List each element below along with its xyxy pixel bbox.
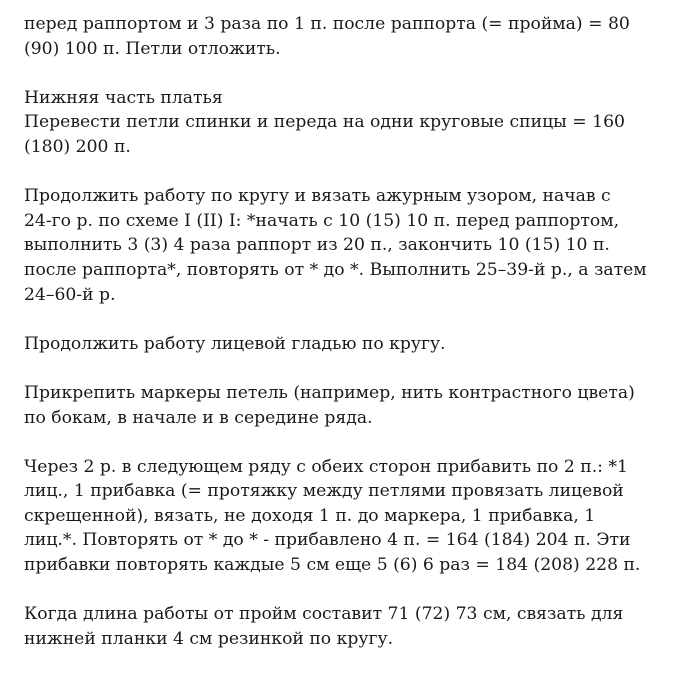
text-line: по бокам, в начале и в середине ряда. bbox=[24, 407, 373, 428]
document-page bbox=[24, 12, 674, 651]
paragraph-ribbing bbox=[24, 602, 674, 651]
text-line: (180) 200 п. bbox=[24, 136, 131, 157]
text-line: лиц.*. Повторять от * до * - прибавлено 4 п. = 164 (184) 204 п. Эти bbox=[24, 530, 631, 551]
paragraph-lower-part bbox=[24, 86, 674, 160]
text-line: нижней планки 4 см резинкой по кругу. bbox=[24, 628, 394, 649]
text-line: (90) 100 п. Петли отложить. bbox=[24, 38, 281, 59]
paragraph-increases bbox=[24, 455, 674, 578]
text-line: после раппорта*, повторять от * до *. Выполнить 25–39-й р., а затем bbox=[24, 259, 647, 280]
text-line: Когда длина работы от пройм составит 71 (72) 73 см, связать для bbox=[24, 604, 624, 625]
paragraph-armhole-end bbox=[24, 12, 674, 61]
text-line: перед раппортом и 3 раза по 1 п. после раппорта (= пройма) = 80 bbox=[24, 14, 630, 34]
text-line: Прикрепить маркеры петель (например, нить контрастного цвета) bbox=[24, 382, 635, 403]
text-line: Продолжить работу по кругу и вязать ажурным узором, начав с bbox=[24, 186, 611, 207]
text-line: Продолжить работу лицевой гладью по кругу. bbox=[24, 333, 446, 354]
text-line: Перевести петли спинки и переда на одни круговые спицы = 160 bbox=[24, 112, 625, 133]
paragraph-markers bbox=[24, 381, 674, 430]
text-line: 24-го р. по схеме I (II) I: *начать с 10 (15) 10 п. перед раппортом, bbox=[24, 210, 620, 231]
section-heading: Нижняя часть платья bbox=[24, 87, 223, 108]
text-line: выполнить 3 (3) 4 раза раппорт из 20 п., закончить 10 (15) 10 п. bbox=[24, 235, 610, 256]
paragraph-lace-pattern bbox=[24, 184, 674, 307]
text-line: 24–60-й р. bbox=[24, 284, 116, 305]
text-line: Через 2 р. в следующем ряду с обеих сторон прибавить по 2 п.: *1 bbox=[24, 456, 628, 477]
paragraph-stockinette bbox=[24, 332, 674, 357]
text-line: скрещенной), вязать, не доходя 1 п. до маркера, 1 прибавка, 1 bbox=[24, 505, 596, 526]
text-line: прибавки повторять каждые 5 см еще 5 (6) 6 раз = 184 (208) 228 п. bbox=[24, 555, 641, 576]
text-line: лиц., 1 прибавка (= протяжку между петлями провязать лицевой bbox=[24, 481, 624, 502]
